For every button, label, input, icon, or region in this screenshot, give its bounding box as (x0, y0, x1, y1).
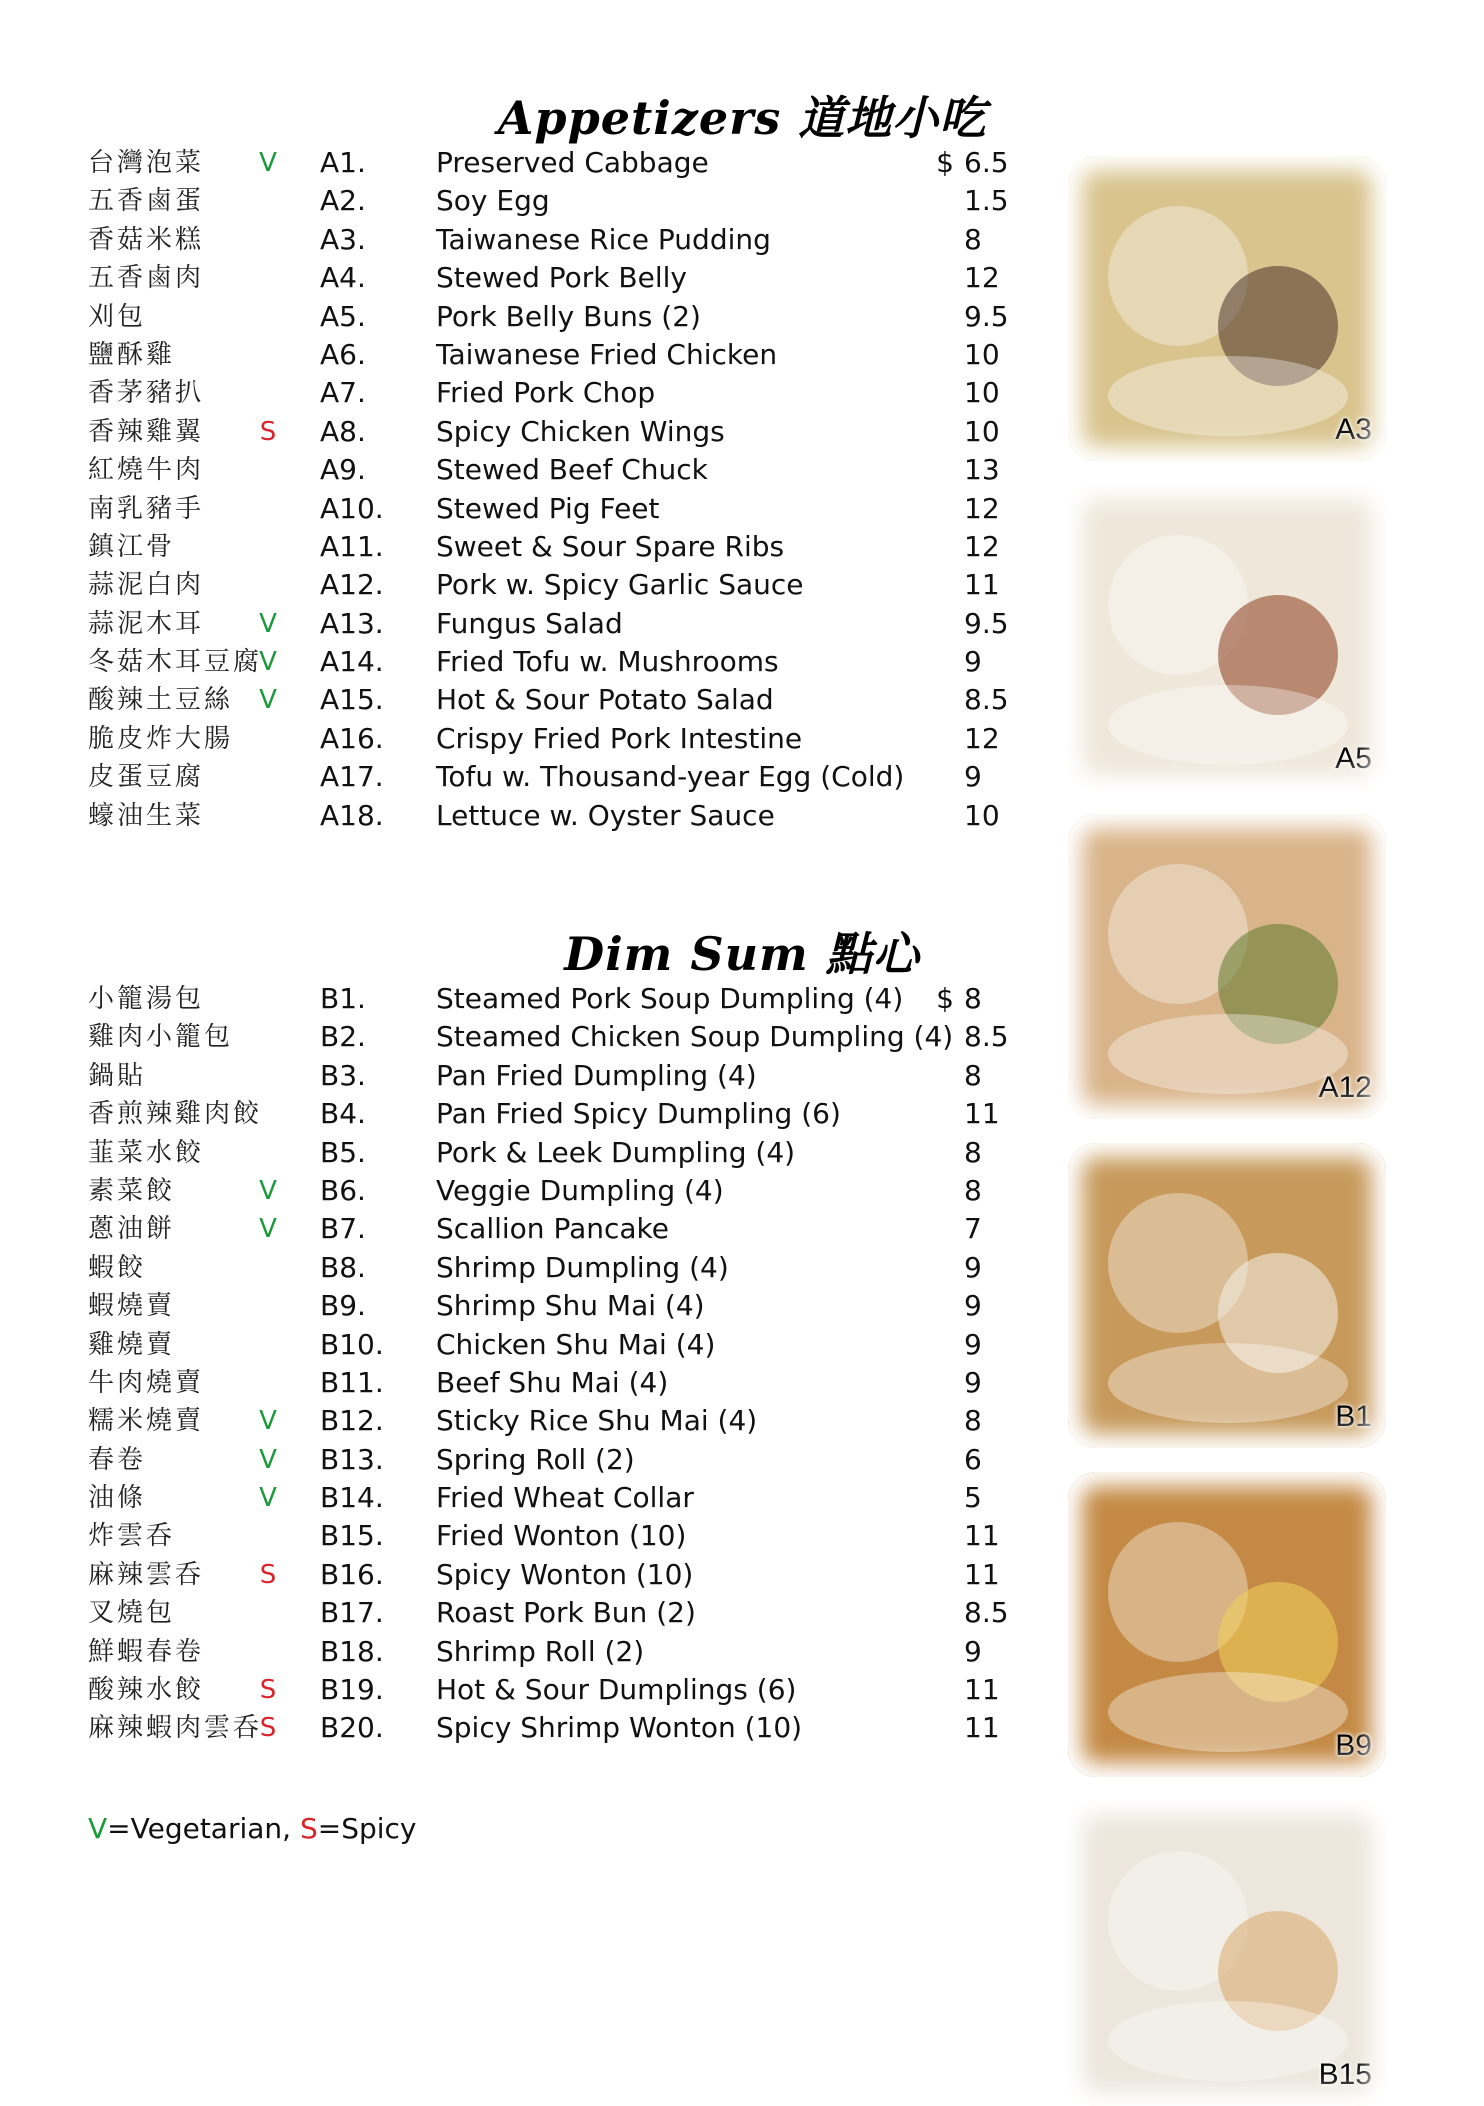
price: 11 (964, 1519, 1000, 1553)
price: 12 (964, 529, 1000, 563)
english-name: Taiwanese Fried Chicken (436, 337, 778, 371)
chinese-name: 紅燒牛肉 (88, 455, 205, 486)
price: 11 (964, 1557, 1000, 1591)
chinese-name: 麻辣雲呑 (88, 1559, 205, 1590)
item-code: B6. (320, 1173, 366, 1207)
legend-vegetarian-mark: V (88, 1812, 108, 1845)
diet-tag: V (259, 1444, 277, 1475)
english-name: Hot & Sour Dumplings (6) (436, 1673, 797, 1707)
menu-item (88, 1479, 1028, 1517)
appetizers-list (88, 144, 1028, 835)
price: 8 (964, 1135, 982, 1169)
chinese-name: 酸辣土豆絲 (88, 685, 234, 716)
menu-item (88, 1517, 1028, 1555)
legend (88, 1812, 417, 1845)
diet-tag: V (259, 647, 277, 678)
chinese-name: 麻辣蝦肉雲呑 (88, 1713, 263, 1744)
price: 7 (964, 1212, 982, 1246)
menu-item (88, 1134, 1028, 1172)
menu-item (88, 1018, 1028, 1056)
english-name: Fried Wheat Collar (436, 1481, 694, 1515)
menu-item (88, 413, 1028, 451)
price: 12 (964, 491, 1000, 525)
chinese-name: 香茅豬扒 (88, 378, 205, 409)
chinese-name: 炸雲呑 (88, 1521, 176, 1552)
diet-tag: S (259, 1675, 277, 1706)
price: 6.5 (964, 146, 1009, 179)
menu-item (88, 1095, 1028, 1133)
legend-spicy-text: =Spicy (317, 1812, 417, 1845)
price: 8.5 (964, 683, 1009, 717)
soup-dumpling-photo (1068, 1143, 1386, 1448)
item-code: B5. (320, 1135, 366, 1169)
menu-item (88, 336, 1028, 374)
menu-item (88, 1249, 1028, 1287)
item-code: B8. (320, 1250, 366, 1284)
item-code: A13. (320, 606, 384, 640)
english-name: Taiwanese Rice Pudding (436, 222, 771, 256)
photo-label: B9 (1335, 1729, 1372, 1762)
menu-item (88, 566, 1028, 604)
chinese-name: 五香鹵肉 (88, 263, 205, 294)
chinese-name: 香辣雞翼 (88, 416, 205, 447)
english-name: Hot & Sour Potato Salad (436, 683, 774, 717)
item-code: B12. (320, 1404, 384, 1438)
english-name: Fried Tofu w. Mushrooms (436, 645, 779, 679)
menu-item (88, 758, 1028, 796)
chinese-name: 蝦燒賣 (88, 1291, 176, 1322)
price: 9 (964, 1327, 982, 1361)
chinese-name: 小籠湯包 (88, 984, 205, 1014)
chinese-name: 刈包 (88, 301, 147, 332)
item-code: B1. (320, 982, 366, 1015)
english-name: Pork w. Spicy Garlic Sauce (436, 568, 804, 602)
english-name: Stewed Beef Chuck (436, 453, 708, 487)
price: 10 (964, 798, 1000, 832)
chinese-name: 南乳豬手 (88, 493, 205, 524)
item-code: B4. (320, 1097, 366, 1131)
dim-sum-list (88, 980, 1028, 1748)
menu-item (88, 1594, 1028, 1632)
english-name: Tofu w. Thousand-year Egg (Cold) (436, 760, 905, 794)
chinese-name: 蠔油生菜 (88, 800, 205, 831)
menu-item (88, 1364, 1028, 1402)
diet-tag: V (259, 608, 277, 639)
chinese-name: 脆皮炸大腸 (88, 723, 234, 754)
item-code: B15. (320, 1519, 384, 1553)
item-code: B16. (320, 1557, 384, 1591)
english-name: Soy Egg (436, 184, 550, 218)
english-name: Steamed Chicken Soup Dumpling (4) (436, 1020, 954, 1054)
chinese-name: 香菇米糕 (88, 224, 205, 255)
item-code: B13. (320, 1442, 384, 1476)
item-code: B18. (320, 1634, 384, 1668)
item-code: B19. (320, 1673, 384, 1707)
diet-tag: V (259, 1406, 277, 1437)
item-code: A7. (320, 376, 366, 410)
english-name: Lettuce w. Oyster Sauce (436, 798, 775, 832)
diet-tag: V (259, 1483, 277, 1514)
price: 11 (964, 568, 1000, 602)
diet-tag: S (259, 1559, 277, 1590)
english-name: Scallion Pancake (436, 1212, 669, 1246)
menu-item (88, 1057, 1028, 1095)
price: 8 (964, 1173, 982, 1207)
chinese-name: 酸辣水餃 (88, 1675, 205, 1706)
diet-tag: V (259, 148, 277, 178)
menu-item (88, 681, 1028, 719)
chinese-name: 春卷 (88, 1444, 147, 1475)
price: 9 (964, 1365, 982, 1399)
item-code: A5. (320, 299, 366, 333)
english-name: Spicy Shrimp Wonton (10) (436, 1711, 803, 1745)
item-code: B2. (320, 1020, 366, 1054)
menu-item (88, 605, 1028, 643)
price: 12 (964, 721, 1000, 755)
item-code: B14. (320, 1481, 384, 1515)
english-name: Pork & Leek Dumpling (4) (436, 1135, 796, 1169)
menu-item (88, 1287, 1028, 1325)
english-name: Spicy Chicken Wings (436, 414, 725, 448)
photo-label: B1 (1335, 1400, 1372, 1433)
price: 9 (964, 760, 982, 794)
english-name: Shrimp Shu Mai (4) (436, 1289, 705, 1323)
chinese-name: 鍋貼 (88, 1060, 147, 1091)
price: 9 (964, 1250, 982, 1284)
chinese-name: 蒜泥木耳 (88, 608, 205, 639)
chinese-name: 素菜餃 (88, 1175, 176, 1206)
price: 11 (964, 1711, 1000, 1745)
price: 8 (964, 1058, 982, 1092)
chinese-name: 香煎辣雞肉餃 (88, 1099, 263, 1130)
price: 8 (964, 222, 982, 256)
english-name: Pork Belly Buns (2) (436, 299, 701, 333)
english-name: Crispy Fried Pork Intestine (436, 721, 803, 755)
price: 5 (964, 1481, 982, 1515)
item-code: A6. (320, 337, 366, 371)
diet-tag: V (259, 685, 277, 716)
item-code: A4. (320, 261, 366, 295)
item-code: A11. (320, 529, 384, 563)
price: 12 (964, 261, 1000, 295)
price: 13 (964, 453, 1000, 487)
menu-item (88, 1326, 1028, 1364)
diet-tag: V (259, 1175, 277, 1206)
chinese-name: 鹽酥雞 (88, 339, 176, 370)
menu-item (88, 374, 1028, 412)
menu-item (88, 451, 1028, 489)
photo-label: A5 (1335, 742, 1372, 775)
item-code: B11. (320, 1365, 384, 1399)
appetizers-heading: Appetizers 道地小吃 (497, 91, 987, 145)
chinese-name: 皮蛋豆腐 (88, 762, 205, 793)
item-code: B17. (320, 1596, 384, 1630)
menu-item (88, 643, 1028, 681)
currency-symbol: $ (936, 982, 954, 1015)
english-name: Spring Roll (2) (436, 1442, 635, 1476)
item-code: A10. (320, 491, 384, 525)
price: 9.5 (964, 299, 1009, 333)
menu-item (88, 144, 1028, 182)
menu-item (88, 1709, 1028, 1747)
chinese-name: 蔥油餅 (88, 1214, 176, 1245)
price: 9 (964, 645, 982, 679)
chinese-name: 五香鹵蛋 (88, 186, 205, 217)
item-code: B7. (320, 1212, 366, 1246)
chinese-name: 雞燒賣 (88, 1329, 176, 1360)
price: 9.5 (964, 606, 1009, 640)
menu-item (88, 1633, 1028, 1671)
item-code: A1. (320, 146, 366, 179)
english-name: Steamed Pork Soup Dumpling (4) (436, 982, 904, 1015)
english-name: Sticky Rice Shu Mai (4) (436, 1404, 758, 1438)
chinese-name: 鮮蝦春卷 (88, 1636, 205, 1667)
diet-tag: S (259, 416, 277, 447)
price: 11 (964, 1673, 1000, 1707)
diet-tag: S (259, 1713, 277, 1744)
photo-label: A12 (1318, 1071, 1372, 1104)
legend-spicy-mark: S (299, 1812, 318, 1845)
menu-item (88, 298, 1028, 336)
price: 11 (964, 1097, 1000, 1131)
english-name: Sweet & Sour Spare Ribs (436, 529, 785, 563)
menu-item (88, 221, 1028, 259)
english-name: Veggie Dumpling (4) (436, 1173, 724, 1207)
photo-label: B15 (1318, 2058, 1372, 2091)
item-code: A14. (320, 645, 384, 679)
item-code: B3. (320, 1058, 366, 1092)
menu-item (88, 259, 1028, 297)
garlic-pork-photo (1068, 814, 1386, 1119)
chinese-name: 油條 (88, 1483, 147, 1514)
menu-item (88, 797, 1028, 835)
chinese-name: 糯米燒賣 (88, 1406, 205, 1437)
english-name: Fried Wonton (10) (436, 1519, 687, 1553)
item-code: A3. (320, 222, 366, 256)
item-code: B10. (320, 1327, 384, 1361)
price: 10 (964, 414, 1000, 448)
chinese-name: 雞肉小籠包 (88, 1022, 234, 1053)
english-name: Stewed Pork Belly (436, 261, 687, 295)
english-name: Stewed Pig Feet (436, 491, 660, 525)
menu-item (88, 720, 1028, 758)
price: 8.5 (964, 1596, 1009, 1630)
legend-vegetarian-text: =Vegetarian, (107, 1812, 300, 1845)
item-code: A12. (320, 568, 384, 602)
english-name: Roast Pork Bun (2) (436, 1596, 696, 1630)
photo-label: A3 (1335, 413, 1372, 446)
price: 6 (964, 1442, 982, 1476)
price: 10 (964, 376, 1000, 410)
rice-pudding-photo (1068, 156, 1386, 461)
shu-mai-photo (1068, 1472, 1386, 1777)
price: 1.5 (964, 184, 1009, 218)
english-name: Shrimp Roll (2) (436, 1634, 645, 1668)
chinese-name: 蝦餃 (88, 1252, 147, 1283)
menu-item (88, 1671, 1028, 1709)
fried-wonton-photo (1068, 1801, 1386, 2106)
english-name: Pan Fried Dumpling (4) (436, 1058, 757, 1092)
price: 8 (964, 1404, 982, 1438)
menu-item (88, 980, 1028, 1018)
item-code: B20. (320, 1711, 384, 1745)
menu-item (88, 1402, 1028, 1440)
photo-column (1062, 156, 1392, 2106)
currency-symbol: $ (936, 146, 954, 179)
chinese-name: 鎮江骨 (88, 531, 176, 562)
price: 8.5 (964, 1020, 1009, 1054)
english-name: Pan Fried Spicy Dumpling (6) (436, 1097, 841, 1131)
item-code: A18. (320, 798, 384, 832)
menu-item (88, 1172, 1028, 1210)
chinese-name: 冬菇木耳豆腐 (88, 647, 263, 678)
chinese-name: 叉燒包 (88, 1598, 176, 1629)
item-code: A16. (320, 721, 384, 755)
english-name: Shrimp Dumpling (4) (436, 1250, 729, 1284)
english-name: Fungus Salad (436, 606, 623, 640)
chinese-name: 台灣泡菜 (88, 148, 205, 178)
english-name: Fried Pork Chop (436, 376, 656, 410)
price: 8 (964, 982, 982, 1015)
english-name: Spicy Wonton (10) (436, 1557, 694, 1591)
chinese-name: 牛肉燒賣 (88, 1367, 205, 1398)
diet-tag: V (259, 1214, 277, 1245)
dim-sum-heading: Dim Sum 點心 (564, 927, 920, 981)
item-code: A9. (320, 453, 366, 487)
menu-item (88, 1556, 1028, 1594)
english-name: Chicken Shu Mai (4) (436, 1327, 716, 1361)
item-code: B9. (320, 1289, 366, 1323)
chinese-name: 韮菜水餃 (88, 1137, 205, 1168)
english-name: Beef Shu Mai (4) (436, 1365, 669, 1399)
item-code: A2. (320, 184, 366, 218)
menu-item (88, 1441, 1028, 1479)
menu-item (88, 182, 1028, 220)
item-code: A17. (320, 760, 384, 794)
item-code: A8. (320, 414, 366, 448)
item-code: A15. (320, 683, 384, 717)
price: 10 (964, 337, 1000, 371)
english-name: Preserved Cabbage (436, 146, 709, 179)
menu-item (88, 528, 1028, 566)
chinese-name: 蒜泥白肉 (88, 570, 205, 601)
menu-item (88, 1210, 1028, 1248)
menu-item (88, 490, 1028, 528)
price: 9 (964, 1289, 982, 1323)
pork-belly-bun-photo (1068, 485, 1386, 790)
price: 9 (964, 1634, 982, 1668)
